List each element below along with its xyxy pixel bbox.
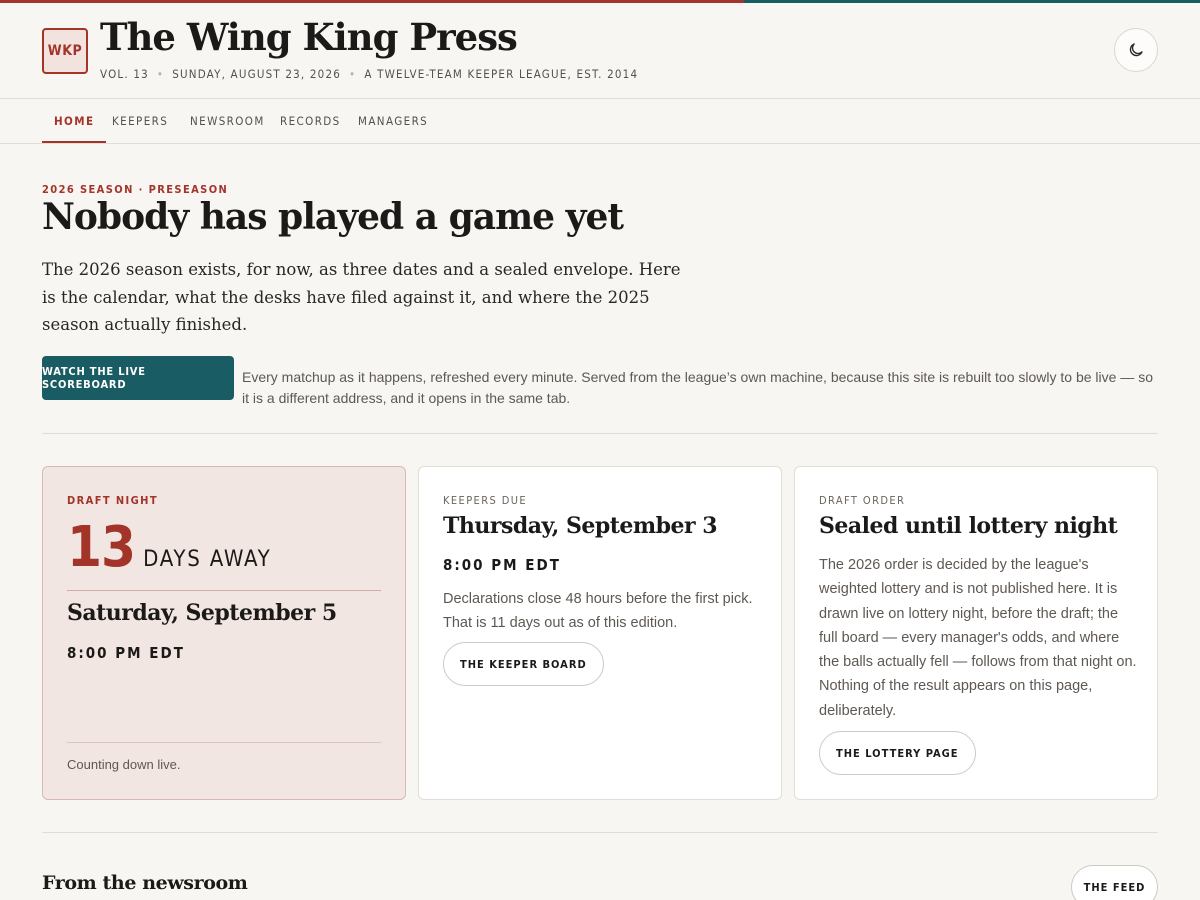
lottery-page-button[interactable]: THE LOTTERY PAGE: [819, 731, 976, 775]
scoreboard-note: Every matchup as it happens, refreshed every minute. Served from the league’s own machine, because this site is rebuilt too slowly to be live — so it is a different address, and it opens in the same tab.: [242, 369, 1153, 406]
nav-keepers[interactable]: KEEPERS: [112, 114, 169, 128]
keepers-date: Thursday, September 3: [443, 513, 718, 539]
section-divider: [42, 832, 1158, 833]
edition-date: SUNDAY, AUGUST 23, 2026: [172, 67, 342, 81]
draft-order-body: The 2026 order is decided by the league's weighted lottery and is not published here. It is drawn live on lottery night, before the draft; the full board — every manager's odds, and where the balls actually fell — follows from that night on. Nothing of the result appears on this page, deliberately.: [819, 557, 1137, 719]
card-label: KEEPERS DUE: [443, 494, 528, 507]
dateline: VOL. 13 • SUNDAY, AUGUST 23, 2026 • A TWELVE-TEAM KEEPER LEAGUE, EST. 2014: [100, 67, 639, 81]
nav-home[interactable]: HOME: [42, 99, 106, 143]
card-divider: [67, 590, 381, 591]
countdown-note: Counting down live.: [67, 757, 181, 772]
keeper-board-button[interactable]: THE KEEPER BOARD: [443, 642, 604, 686]
section-divider: [42, 433, 1158, 434]
site-logo[interactable]: WKP: [42, 28, 88, 74]
countdown-days: 13: [67, 515, 136, 580]
card-label: DRAFT ORDER: [819, 494, 906, 507]
card-label: DRAFT NIGHT: [67, 494, 158, 507]
site-title[interactable]: The Wing King Press: [100, 15, 517, 59]
card-divider: [67, 742, 381, 743]
moon-icon: [1127, 41, 1145, 59]
keepers-time: 8:00 PM EDT: [443, 556, 561, 574]
keepers-body: Declarations close 48 hours before the first pick. That is 11 days out as of this edition.: [443, 591, 753, 632]
draft-time: 8:00 PM EDT: [67, 644, 185, 662]
hero-lede: The 2026 season exists, for now, as three dates and a sealed envelope. Here is the calendar, what the desks have filed against it, and where the 2025 season actually finished.: [42, 260, 681, 334]
volume-label: VOL. 13: [100, 67, 149, 81]
draft-night-card: [42, 466, 406, 800]
countdown-unit: DAYS AWAY: [143, 547, 272, 572]
nav-records[interactable]: RECORDS: [280, 114, 341, 128]
nav-managers[interactable]: MANAGERS: [358, 114, 429, 128]
tagline: A TWELVE-TEAM KEEPER LEAGUE, EST. 2014: [364, 67, 639, 81]
live-scoreboard-button[interactable]: WATCH THE LIVE SCOREBOARD: [42, 356, 234, 400]
draft-order-title: Sealed until lottery night: [819, 513, 1118, 539]
feed-button[interactable]: THE FEED: [1071, 865, 1158, 900]
page-title: Nobody has played a game yet: [42, 196, 624, 238]
theme-toggle-button[interactable]: [1114, 28, 1158, 72]
draft-countdown: [67, 515, 272, 580]
newsroom-heading: From the newsroom: [42, 872, 248, 894]
draft-order-card: [794, 466, 1158, 800]
hero-kicker: 2026 SEASON · PRESEASON: [42, 183, 229, 196]
keepers-due-card: [418, 466, 782, 800]
nav-newsroom[interactable]: NEWSROOM: [190, 114, 265, 128]
main-nav: [0, 98, 1200, 144]
masthead: [0, 3, 1200, 98]
draft-date: Saturday, September 5: [67, 600, 337, 626]
